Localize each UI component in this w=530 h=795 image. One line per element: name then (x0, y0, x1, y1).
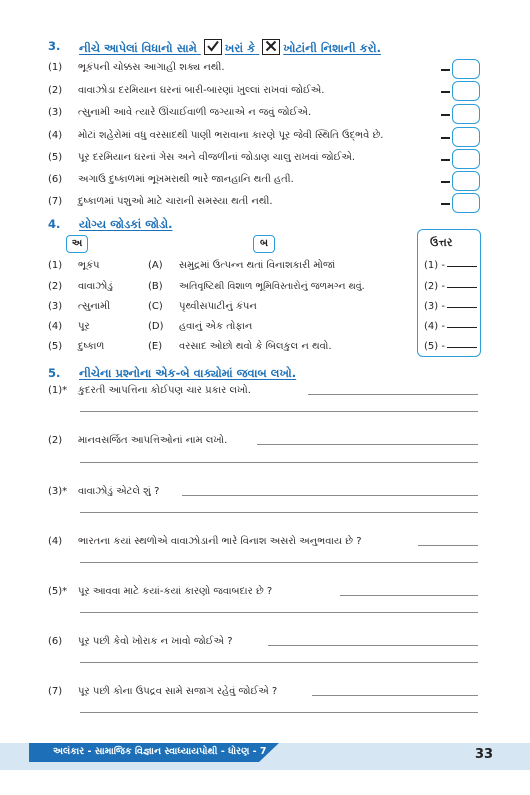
match-row-number: (2) (48, 281, 63, 292)
answer-label: (5) - (424, 341, 445, 352)
item-number: (6) (48, 174, 63, 185)
answer-dash (441, 114, 450, 116)
answer-box[interactable] (452, 59, 480, 79)
question-number: (5)* (48, 586, 68, 597)
match-column-a-item: પૂર (78, 321, 90, 332)
answer-blank[interactable] (424, 301, 477, 312)
question-number: (2) (48, 435, 63, 446)
match-column-b-item: વરસાદ ઓછો થવો કે બિલકુલ ન થવો. (179, 341, 332, 352)
page-number: 33 (475, 747, 494, 762)
answer-line[interactable] (80, 512, 478, 513)
cross-mark-icon (262, 39, 280, 55)
title-part: ખોટાંની નિશાની કરો. (283, 41, 381, 55)
item-number: (1) (48, 62, 63, 73)
answer-line[interactable] (418, 545, 478, 546)
match-column-a-item: ભૂકંપ (78, 260, 100, 271)
answer-line[interactable] (182, 495, 478, 496)
question-text: પૂર આવવા માટે કયાં-કયાં કારણો જવાબદાર છે ? (78, 586, 273, 597)
match-row-number: (3) (48, 301, 63, 312)
answer-dash (441, 159, 450, 161)
item-number: (7) (48, 196, 63, 207)
answer-line[interactable] (308, 394, 478, 395)
match-column-b-item: સમુદ્રમાં ઉત્પન્ન થતાં વિનાશકારી મોજાં (179, 260, 336, 271)
answer-label: (4) - (424, 321, 445, 332)
statement-text: ત્સુનામી આવે ત્યારે ઊંચાઈવાળી જગ્યાએ ન જવું જોઈએ. (78, 107, 312, 118)
answer-box[interactable] (452, 171, 480, 191)
question-number: (1)* (48, 385, 68, 396)
match-row-number: (1) (48, 260, 63, 271)
section-number: 4. (48, 217, 61, 231)
section-title (79, 39, 381, 56)
answer-label: (3) - (424, 301, 445, 312)
answer-line[interactable] (268, 645, 478, 646)
title-part: નીચે આપેલાં વિધાનો સામે (79, 41, 197, 55)
answer-line[interactable] (257, 444, 478, 445)
question-text: માનવસર્જિત આપત્તિઓનાં નામ લખો. (78, 435, 228, 446)
book-title: અલંકાર - સામાજિક વિજ્ઞાન સ્વાધ્યાયપોથી - ધોરણ - 7 (53, 746, 267, 757)
match-row-number: (5) (48, 341, 63, 352)
answer-dash (441, 203, 450, 205)
answer-blank[interactable] (424, 260, 477, 271)
match-column-b-item: હવાનું એક તોફાન (179, 321, 253, 332)
match-letter: (C) (148, 301, 163, 312)
answer-dash (441, 69, 450, 71)
match-letter: (E) (148, 341, 163, 352)
match-row-number: (4) (48, 321, 63, 332)
question-number: (6) (48, 636, 63, 647)
answer-blank[interactable] (424, 341, 477, 352)
check-mark-icon (204, 39, 222, 55)
column-a-header: અ (66, 235, 88, 253)
title-part: ખરાં કે (224, 41, 256, 55)
answer-box[interactable] (452, 127, 480, 147)
item-number: (3) (48, 107, 63, 118)
question-number: (3)* (48, 486, 68, 497)
answer-line[interactable] (80, 712, 478, 713)
answer-line[interactable] (80, 562, 478, 563)
section-number: 5. (48, 366, 61, 380)
statement-text: મોટાં શહેરોમાં વધુ વરસાદથી પાણી ભરાવાના કારણે પૂર જેવી સ્થિતિ ઉદ્ભવે છે. (78, 130, 384, 141)
item-number: (2) (48, 85, 63, 96)
question-text: વાવાઝોડું એટલે શું ? (78, 486, 160, 497)
match-letter: (B) (148, 281, 163, 292)
match-letter: (D) (148, 321, 164, 332)
section-number: 3. (48, 39, 61, 53)
match-column-b-item: પૃથ્વીસપાટીનું કંપન (179, 301, 257, 312)
answer-dash (441, 137, 450, 139)
answer-box[interactable] (452, 81, 480, 101)
match-letter: (A) (148, 260, 163, 271)
question-number: (4) (48, 536, 63, 547)
answer-blank[interactable] (424, 321, 477, 332)
question-text: પૂર પછી કોના ઉપદ્રવ સામે સજાગ રહેવું જોઈએ ? (78, 686, 278, 697)
statement-text: પૂર દરમિયાન ઘરનાં ગેસ અને વીજળીનાં જોડાણ ચાલુ રાખવાં જોઈએ. (78, 152, 356, 163)
answer-dash (441, 91, 450, 93)
answer-label: (2) - (424, 281, 445, 292)
answer-line[interactable] (312, 695, 478, 696)
answer-line[interactable] (80, 662, 478, 663)
question-text: કુદરતી આપત્તિના કોઈપણ ચાર પ્રકાર લખો. (78, 385, 251, 396)
answer-box[interactable] (452, 193, 480, 213)
answer-panel-title: ઉત્તર (430, 236, 453, 249)
answer-box[interactable] (452, 104, 480, 124)
match-column-b-item: અતિવૃષ્ટિથી વિશાળ ભૂમિવિસ્તારોનું જળમગ્ન થવું. (179, 281, 365, 292)
statement-text: ભૂકંપની ચોક્કસ આગાહી શક્ય નથી. (78, 62, 225, 73)
answer-line[interactable] (340, 595, 478, 596)
match-column-a-item: વાવાઝોડું (78, 281, 113, 292)
match-column-a-item: દુષ્કાળ (78, 341, 105, 352)
section-title: યોગ્ય જોડકાં જોડો. (79, 217, 173, 231)
statement-text: દુષ્કાળમાં પશુઓ માટે ચારાની સમસ્યા થતી નથી. (78, 196, 273, 207)
answer-box[interactable] (452, 149, 480, 169)
column-b-header: બ (253, 235, 275, 253)
answer-dash (441, 181, 450, 183)
answer-label: (1) - (424, 260, 445, 271)
answer-line[interactable] (80, 411, 478, 412)
statement-text: અગાઉ દુષ્કાળમાં ભૂખમરાથી ભારે જાનહાનિ થતી હતી. (78, 174, 294, 185)
answer-line[interactable] (80, 612, 478, 613)
section-title: નીચેના પ્રશ્નોના એક-બે વાક્યોમાં જવાબ લખો. (79, 366, 297, 380)
answer-blank[interactable] (424, 281, 477, 292)
statement-text: વાવાઝોડા દરમિયાન ઘરનાં બારી-બારણાં ખુલ્લાં રાખવાં જોઈએ. (78, 85, 325, 96)
item-number: (4) (48, 130, 63, 141)
item-number: (5) (48, 152, 63, 163)
question-number: (7) (48, 686, 63, 697)
question-text: પૂર પછી કેવો ખોરાક ન ખાવો જોઈએ ? (78, 636, 233, 647)
answer-line[interactable] (80, 462, 478, 463)
question-text: ભારતના કયાં સ્થળોએ વાવાઝોડાની ભારે વિનાશ અસરો અનુભવાય છે ? (78, 536, 362, 547)
match-column-a-item: ત્સુનામી (78, 301, 111, 312)
